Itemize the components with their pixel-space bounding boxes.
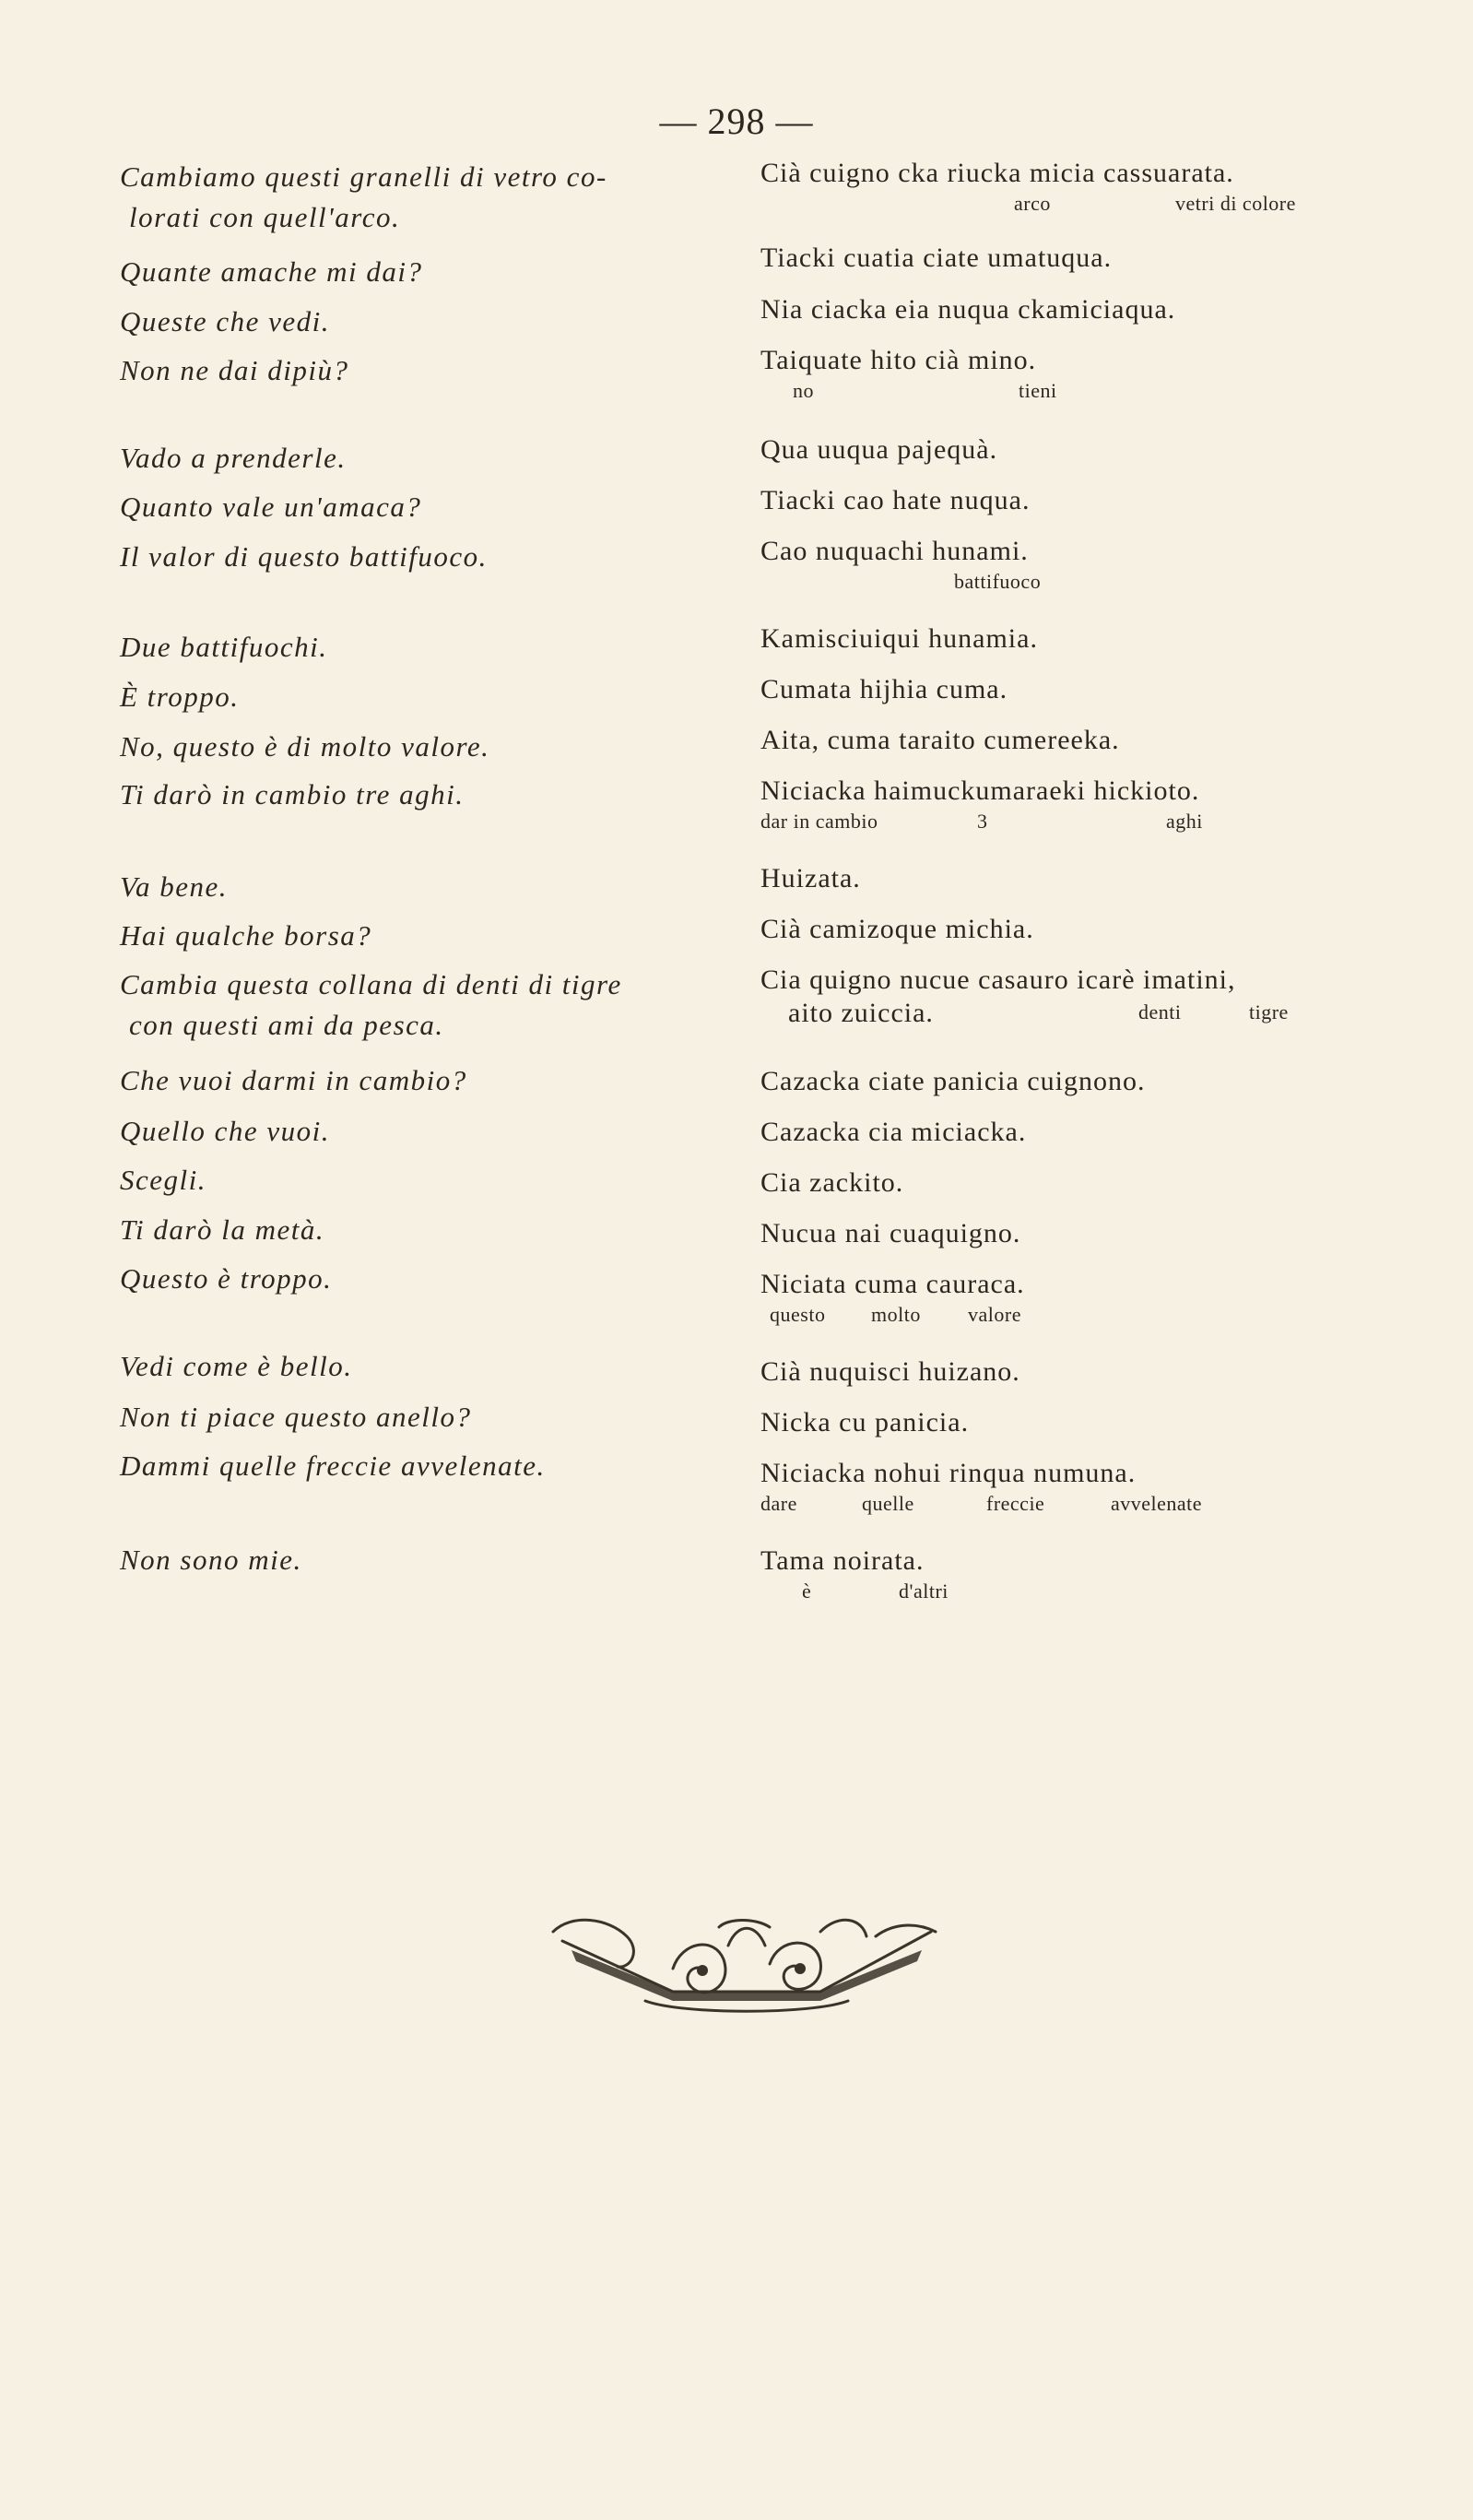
interlinear-gloss xyxy=(760,999,1369,1026)
phrase-line: lorati con quell'arco. xyxy=(129,201,401,233)
gloss-word: no xyxy=(793,379,814,402)
interlinear-gloss xyxy=(760,1301,1025,1329)
translation-entry xyxy=(760,1355,1020,1389)
interlinear-gloss xyxy=(760,190,1296,218)
gloss-word: molto xyxy=(871,1303,921,1326)
page-number: — 298 — xyxy=(659,101,814,142)
italian-phrase xyxy=(120,964,622,1046)
translation-entry xyxy=(760,775,1203,835)
interlinear-gloss xyxy=(760,1490,1203,1518)
italian-phrase: Che vuoi darmi in cambio? xyxy=(120,1064,467,1096)
translation-entry xyxy=(760,1217,1020,1250)
translation-text: Nicka cu panicia. xyxy=(760,1407,970,1437)
translation-entry xyxy=(760,433,997,467)
translation-text: Cia quigno nucue casauro icarè imatini, xyxy=(760,964,1236,995)
italian-phrase: Ti darò la metà. xyxy=(120,1213,325,1246)
italian-phrase: Questo è troppo. xyxy=(120,1262,333,1295)
translation-text: Cià nuquisci huizano. xyxy=(760,1356,1020,1387)
italian-phrase: Due battifuochi. xyxy=(120,631,328,663)
translation-text: Niciata cuma cauraca. xyxy=(760,1269,1025,1299)
gloss-word: è xyxy=(802,1579,812,1603)
translation-entry xyxy=(760,913,1034,946)
italian-phrase: È troppo. xyxy=(120,680,240,713)
gloss-word: avvelenate xyxy=(1111,1492,1203,1515)
translation-text: Taiquate hito cià mino. xyxy=(760,345,1037,375)
translation-text: Kamisciuiqui hunamia. xyxy=(760,623,1038,654)
italian-phrase: Non sono mie. xyxy=(120,1544,302,1576)
italian-phrase: No, questo è di molto valore. xyxy=(120,730,490,763)
gloss-word: d'altri xyxy=(899,1579,949,1603)
italian-phrase: Quello che vuoi. xyxy=(120,1115,331,1147)
translation-entry xyxy=(760,673,1008,706)
translation-text: Tiacki cao hate nuqua. xyxy=(760,485,1031,515)
italian-phrase: Quante amache mi dai? xyxy=(120,255,423,288)
italian-phrase: Vedi come è bello. xyxy=(120,1350,353,1382)
gloss-word: battifuoco xyxy=(954,570,1042,593)
translation-text: Aita, cuma taraito cumereeka. xyxy=(760,725,1120,755)
translation-entry xyxy=(760,1406,969,1439)
italian-phrase: Dammi quelle freccie avvelenate. xyxy=(120,1449,546,1482)
italian-phrase: Va bene. xyxy=(120,870,229,903)
gloss-word: tieni xyxy=(1019,379,1057,402)
translation-entry xyxy=(760,535,1042,596)
italian-phrase xyxy=(120,157,607,238)
gloss-word: aghi xyxy=(1166,810,1203,833)
translation-text: Cia zackito. xyxy=(760,1167,904,1198)
gloss-word: 3 xyxy=(977,810,988,833)
translation-text: Huizata. xyxy=(760,863,861,893)
translation-text: Cazacka cia miciacka. xyxy=(760,1117,1027,1147)
italian-phrase: Non ti piace questo anello? xyxy=(120,1401,472,1433)
translation-text: Tama noirata. xyxy=(760,1545,925,1576)
translation-text: Qua uuqua pajequà. xyxy=(760,434,998,465)
italian-phrase: Queste che vedi. xyxy=(120,305,330,337)
translation-entry xyxy=(760,484,1030,517)
italian-phrase: Scegli. xyxy=(120,1164,206,1196)
translation-entry xyxy=(760,157,1296,218)
translation-text: Cumata hijhia cuma. xyxy=(760,674,1008,704)
translation-text: Nucua nai cuaquigno. xyxy=(760,1218,1021,1248)
gloss-word: vetri di colore xyxy=(1175,192,1296,215)
translation-entry xyxy=(760,1116,1026,1149)
translation-entry xyxy=(760,1065,1145,1098)
phrase-line: con questi ami da pesca. xyxy=(129,1009,444,1041)
gloss-word: dar in cambio xyxy=(760,810,878,833)
gloss-word: valore xyxy=(968,1303,1021,1326)
translation-text: Cià cuigno cka riucka micia cassuarata. xyxy=(760,158,1234,188)
interlinear-gloss xyxy=(760,1578,949,1605)
translation-entry xyxy=(760,1166,903,1200)
translation-entry xyxy=(760,964,1289,1030)
translation-text: Niciacka nohui rinqua numuna. xyxy=(760,1458,1137,1488)
translation-text: Cià camizoque michia. xyxy=(760,914,1034,944)
translation-text-continued: aito zuiccia. xyxy=(788,998,934,1028)
phrase-line: Cambia questa collana di denti di tigre xyxy=(120,968,622,1000)
phrase-line: Cambiamo questi granelli di vetro co- xyxy=(120,160,607,193)
translation-entry xyxy=(760,1457,1203,1518)
translation-entry xyxy=(760,622,1038,656)
translation-entry xyxy=(760,1544,949,1605)
interlinear-gloss xyxy=(760,808,1203,835)
translation-text: Niciacka haimuckumaraeki hickioto. xyxy=(760,775,1200,806)
italian-phrase: Vado a prenderle. xyxy=(120,442,347,474)
italian-phrase: Il valor di questo battifuoco. xyxy=(120,540,488,573)
translation-entry xyxy=(760,242,1112,275)
italian-phrase: Non ne dai dipiù? xyxy=(120,354,349,386)
interlinear-gloss xyxy=(760,568,1042,596)
translation-text: Cazacka ciate panicia cuignono. xyxy=(760,1066,1146,1096)
translation-text: Cao nuquachi hunami. xyxy=(760,536,1029,566)
translation-entry xyxy=(760,293,1175,326)
gloss-word: tigre xyxy=(1249,1000,1289,1023)
italian-phrase: Hai qualche borsa? xyxy=(120,919,372,952)
interlinear-gloss xyxy=(760,377,1057,405)
italian-phrase: Quanto vale un'amaca? xyxy=(120,491,422,523)
gloss-word: arco xyxy=(1014,192,1051,215)
gloss-word: freccie xyxy=(986,1492,1045,1515)
translation-entry xyxy=(760,1268,1025,1329)
translation-entry xyxy=(760,724,1120,757)
gloss-word: dare xyxy=(760,1492,797,1515)
translation-entry xyxy=(760,862,861,895)
translation-entry xyxy=(760,344,1057,405)
gloss-word: denti xyxy=(1138,1000,1182,1023)
translation-text: Tiacki cuatia ciate umatuqua. xyxy=(760,243,1113,273)
gloss-word: questo xyxy=(770,1303,826,1326)
italian-phrase: Ti darò in cambio tre aghi. xyxy=(120,778,465,810)
ornament-scroll-icon xyxy=(544,1904,949,2024)
gloss-word: quelle xyxy=(862,1492,914,1515)
translation-text: Nia ciacka eia nuqua ckamiciaqua. xyxy=(760,294,1176,325)
